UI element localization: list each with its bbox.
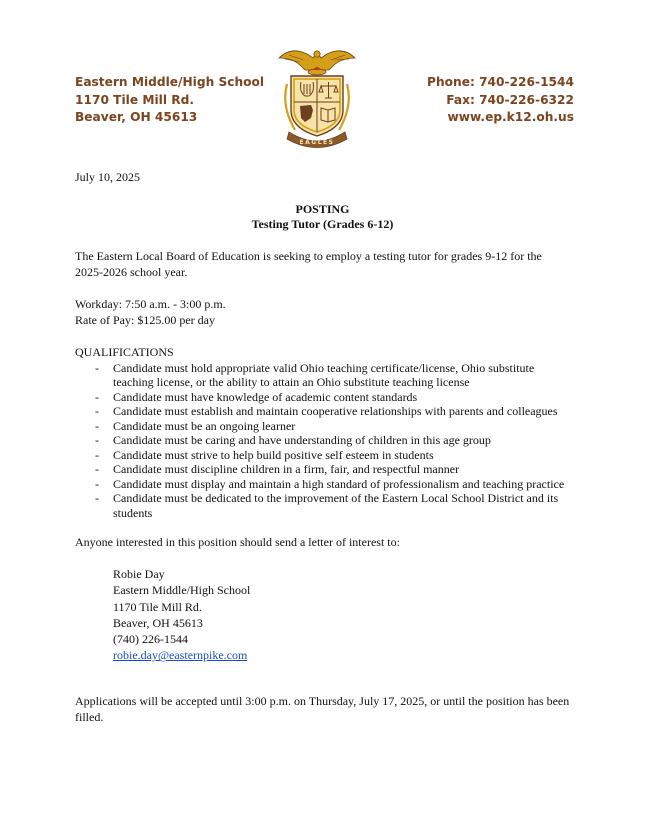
school-city: Beaver, OH 45613 xyxy=(75,110,198,124)
school-street: 1170 Tile Mill Rd. xyxy=(75,92,194,107)
list-item: - Candidate must be dedicated to the improvement of the Eastern Local School District and its students xyxy=(95,491,559,520)
rate-of-pay-line: Rate of Pay: $125.00 per day xyxy=(75,313,215,327)
letterhead-contact-block xyxy=(427,74,574,127)
qualifications-title: QUALIFICATIONS xyxy=(75,345,174,359)
qualifications-section xyxy=(75,345,570,520)
letterhead-school-block xyxy=(75,74,264,127)
list-item: - Candidate must be caring and have understanding of children in this age group xyxy=(95,433,491,447)
contact-email-link[interactable]: robie.day@easternpike.com xyxy=(113,648,248,663)
letterhead-phone: Phone: 740-226-1544 xyxy=(427,75,574,89)
school-seal-logo xyxy=(277,44,357,148)
list-item: - Candidate must display and maintain a high standard of professionalism and teaching practice xyxy=(95,476,565,491)
contact-name: Robie Day xyxy=(113,567,165,581)
posting-date: July 10, 2025 xyxy=(75,170,141,184)
list-item: - Candidate must be an ongoing learner xyxy=(95,418,296,433)
list-item: - Candidate must hold appropriate valid Ohio teaching certificate/license, Ohio substitute teaching license, or the ability to attain an Ohio substitute teaching license xyxy=(95,360,535,389)
contact-city: Beaver, OH 45613 xyxy=(113,615,203,630)
letterhead-fax: Fax: 740-226-6322 xyxy=(446,92,574,107)
list-item: - Candidate must discipline children in a firm, fair, and respectful manner xyxy=(95,462,460,476)
posting-title: POSTING xyxy=(295,202,350,216)
contact-phone: (740) 226-1544 xyxy=(113,632,188,647)
qualifications-list xyxy=(75,361,570,521)
contact-address-block xyxy=(113,566,250,664)
list-item: - Candidate must have knowledge of academic content standards xyxy=(95,389,418,404)
letterhead-website: www.ep.k12.oh.us xyxy=(447,110,574,124)
posting-subtitle: Testing Tutor (Grades 6-12) xyxy=(251,217,394,231)
seal-banner-text: EAGLES xyxy=(299,139,335,146)
contact-school: Eastern Middle/High School xyxy=(113,583,251,598)
interest-line: Anyone interested in this position should send a letter of interest to: xyxy=(75,535,400,549)
closing-paragraph: Applications will be accepted until 3:00 p.m. on Thursday, July 17, 2025, or until the position has been filled. xyxy=(75,694,570,724)
contact-street: 1170 Tile Mill Rd. xyxy=(113,599,202,614)
list-item: - Candidate must strive to help build positive self esteem in students xyxy=(95,447,434,462)
intro-paragraph: The Eastern Local Board of Education is seeking to employ a testing tutor for grades 9-12 for the 2025-2026 school year. xyxy=(75,249,542,279)
school-name: Eastern Middle/High School xyxy=(75,75,265,89)
workday-line: Workday: 7:50 a.m. - 3:00 p.m. xyxy=(75,297,226,311)
list-item: - Candidate must establish and maintain cooperative relationships with parents and colleagues xyxy=(95,404,558,418)
